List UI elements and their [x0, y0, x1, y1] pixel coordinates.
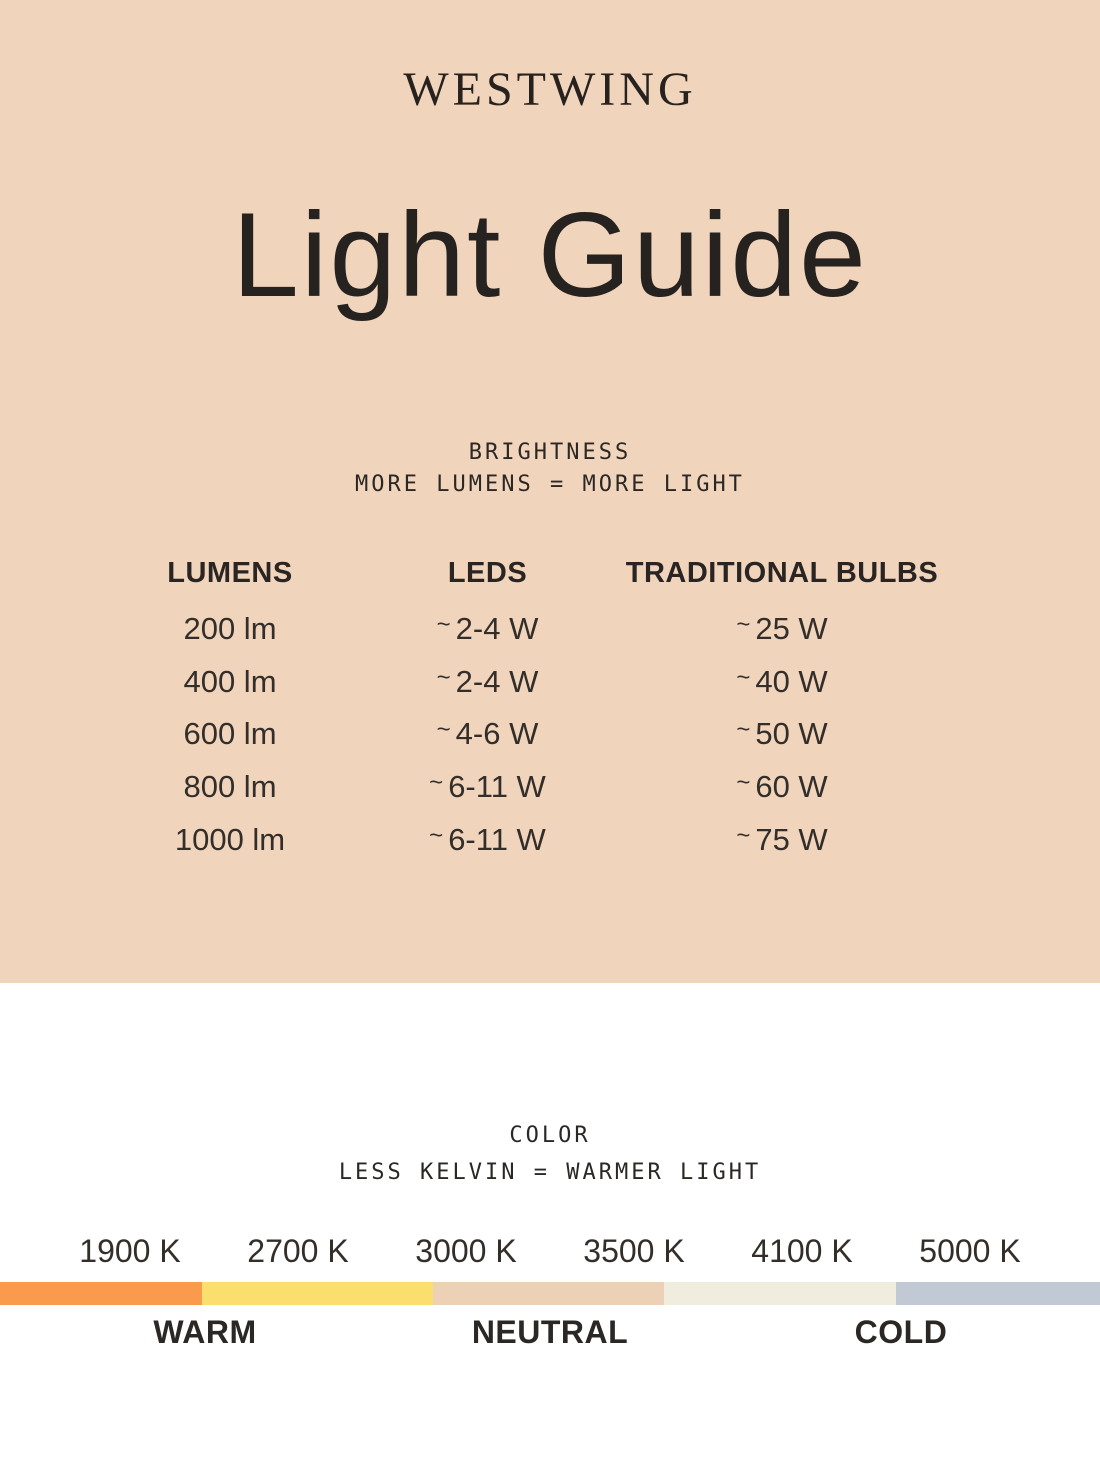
brand-logo: WESTWING: [403, 63, 697, 116]
brightness-section-heading: [0, 437, 1100, 501]
lumens-value: 800 lm: [183, 769, 277, 805]
leds-value: ~ 6-11 W: [429, 769, 546, 805]
color-temperature-scale-bar: [0, 1282, 1100, 1305]
table-header-lumens: LUMENS: [167, 556, 293, 589]
table-header-row: [0, 556, 1100, 590]
kelvin-labels-row: [0, 1232, 1100, 1269]
page-title: Light Guide: [232, 188, 868, 322]
temperature-label-neutral: NEUTRAL: [471, 1314, 629, 1350]
table-row: [0, 761, 1100, 814]
scale-segment-cold-blue: [896, 1282, 1100, 1305]
leds-value: ~ 4-6 W: [436, 716, 539, 752]
bulbs-value: ~ 60 W: [736, 769, 828, 805]
table-header-leds: LEDS: [447, 556, 528, 589]
brightness-table-body: [0, 603, 1100, 866]
brightness-subheading-line: MORE LUMENS = MORE LIGHT: [355, 472, 745, 497]
lumens-value: 400 lm: [183, 663, 277, 699]
leds-value: ~ 2-4 W: [436, 611, 539, 647]
scale-segment-neutral-beige: [433, 1282, 664, 1305]
bulbs-value: ~ 40 W: [736, 663, 828, 699]
brightness-heading-line: BRIGHTNESS: [468, 440, 632, 465]
bulbs-value: ~ 50 W: [736, 716, 828, 752]
color-subheading-line: LESS KELVIN = WARMER LIGHT: [338, 1160, 762, 1185]
table-header-traditional-bulbs: TRADITIONAL BULBS: [625, 556, 939, 589]
bulbs-value: ~ 25 W: [736, 611, 828, 647]
lumens-value: 200 lm: [183, 611, 277, 647]
kelvin-label: 3500 K: [583, 1232, 685, 1269]
kelvin-label: 5000 K: [919, 1232, 1021, 1269]
table-row: [0, 603, 1100, 656]
color-heading-line: COLOR: [509, 1123, 591, 1148]
lumens-value: 1000 lm: [174, 821, 286, 857]
color-section-heading: [0, 1117, 1100, 1191]
leds-value: ~ 6-11 W: [429, 821, 546, 857]
leds-value: ~ 2-4 W: [436, 663, 539, 699]
table-row: [0, 656, 1100, 709]
table-row: [0, 708, 1100, 761]
lumens-value: 600 lm: [183, 716, 277, 752]
bulbs-value: ~ 75 W: [736, 821, 828, 857]
kelvin-label: 4100 K: [751, 1232, 853, 1269]
kelvin-label: 3000 K: [415, 1232, 517, 1269]
temperature-label-warm: WARM: [153, 1314, 257, 1350]
scale-segment-warm-orange: [0, 1282, 202, 1305]
kelvin-label: 2700 K: [247, 1232, 349, 1269]
temperature-labels-row: [0, 1314, 1100, 1350]
kelvin-label: 1900 K: [79, 1232, 181, 1269]
temperature-label-cold: COLD: [854, 1314, 948, 1350]
scale-segment-warm-yellow: [202, 1282, 433, 1305]
scale-segment-neutral-cream: [664, 1282, 896, 1305]
table-row: [0, 813, 1100, 866]
